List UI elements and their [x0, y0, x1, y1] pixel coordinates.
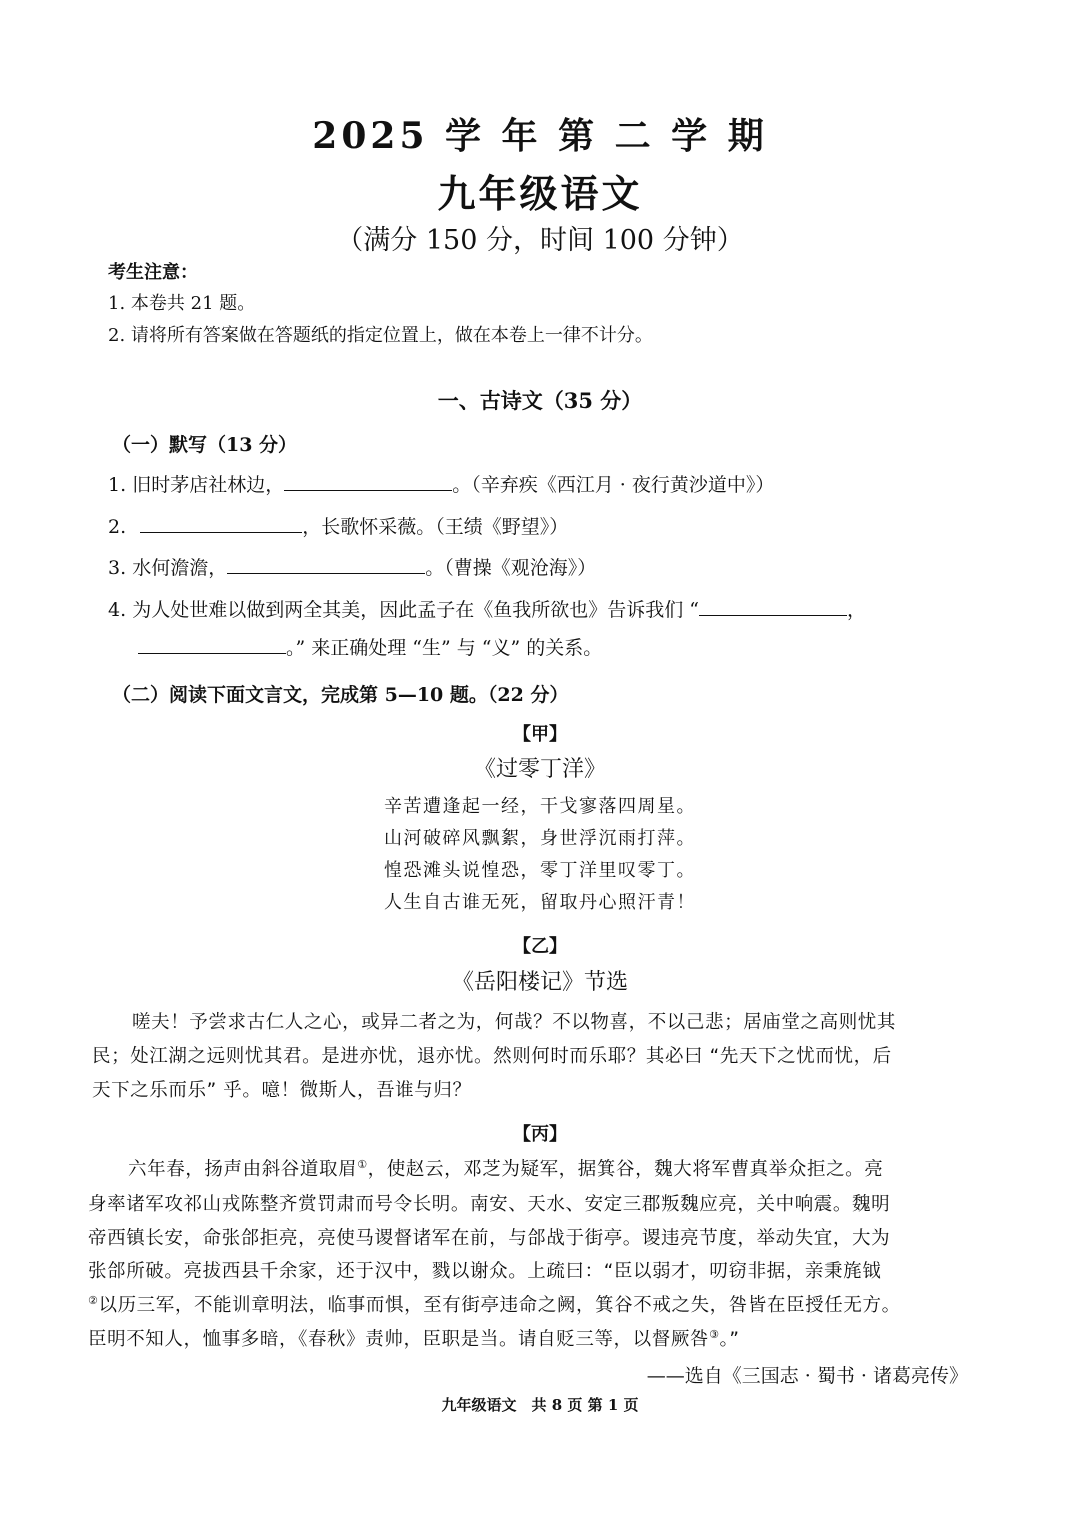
- answer-blank-4a: [699, 599, 847, 616]
- question-4-number: 4.: [108, 599, 127, 621]
- section-1-title: 一、古诗文（35 分）: [437, 388, 643, 413]
- question-3-source: 。（曹操《观沧海》）: [425, 557, 597, 579]
- bing-line-1-part-b: ，使赵云，邓芝为疑军，据箕谷，魏大将军曹真举众拒之。亮: [367, 1159, 884, 1180]
- poem-line-4: 人生自古谁无死，留取丹心照汗青！: [384, 892, 696, 913]
- bing-line-6-part-b: 。”: [719, 1329, 740, 1350]
- exam-score-time: （满分 150 分，时间 100 分钟）: [336, 225, 744, 256]
- passage-yi-title: 《岳阳楼记》节选: [451, 970, 628, 995]
- question-4: [108, 595, 866, 622]
- question-3-number: 3.: [108, 557, 127, 579]
- bing-line-5-text: 以历三军，不能训章明法，临事而惧，至有街亭违命之阙，箕谷不戒之失，咎皆在臣授任无方。: [98, 1295, 901, 1316]
- question-1-source: 。（辛弃疾《西江月 · 夜行黄沙道中》）: [452, 474, 775, 496]
- passage-jia-label: 【甲】: [513, 724, 567, 745]
- yi-line-1: 嗟夫！予尝求古仁人之心，或异二者之为，何哉？不以物喜，不以己悲；居庙堂之高则忧其: [132, 1012, 897, 1033]
- question-4-tail: 。” 来正确处理 “生” 与 “义” 的关系。: [286, 637, 603, 659]
- answer-blank-1: [284, 474, 452, 491]
- bing-line-2: 身率诸军攻祁山戎陈整齐赏罚肃而号令长明。南安、天水、安定三郡叛魏应亮，关中响震。魏明: [88, 1194, 891, 1215]
- answer-blank-4b: [138, 637, 286, 654]
- question-4-comma: ，: [846, 599, 866, 621]
- answer-blank-2: [140, 516, 302, 533]
- poem-line-2: 山河破碎风飘絮，身世浮沉雨打萍。: [384, 828, 696, 849]
- notice-title: 考生注意：: [108, 262, 198, 283]
- bing-line-5: [88, 1291, 901, 1317]
- bing-line-3: 帝西镇长安，命张郃拒亮，亮使马谡督诸军在前，与郃战于街亭。谡违亮节度，举动失宜，大为: [88, 1228, 891, 1249]
- page-footer: 九年级语文 共 8 页 第 1 页: [441, 1396, 639, 1414]
- question-2: [108, 512, 568, 539]
- footnote-marker-2: ②: [88, 1293, 99, 1307]
- question-1-number: 1.: [108, 474, 127, 496]
- exam-subject-title: 九年级语文: [437, 171, 643, 216]
- part-2-title: （二）阅读下面文言文，完成第 5—10 题。（22 分）: [112, 684, 569, 706]
- bing-line-6: [88, 1325, 740, 1351]
- bing-line-1: [128, 1155, 883, 1181]
- question-1-text: 旧时茅店社林边，: [132, 474, 285, 496]
- footnote-marker-1: ①: [357, 1157, 368, 1171]
- passage-bing-label: 【丙】: [513, 1124, 567, 1145]
- yi-line-3: 天下之乐而乐” 乎。噫！微斯人，吾谁与归？: [92, 1080, 472, 1101]
- question-2-text: ，长歌怀采薇。（王绩《野望》）: [302, 516, 569, 538]
- question-2-number: 2.: [108, 516, 127, 538]
- yi-line-2: 民；处江湖之远则忧其君。是进亦忧，退亦忧。然则何时而乐耶？其必曰 “先天下之忧而忧，后: [92, 1046, 892, 1067]
- notice-item-1: 1. 本卷共 21 题。: [108, 293, 256, 314]
- passage-jia-title: 《过零丁洋》: [473, 757, 606, 782]
- bing-line-1-part-a: 六年春，扬声由斜谷道取眉: [128, 1159, 358, 1180]
- poem-line-3: 惶恐滩头说惶恐，零丁洋里叹零丁。: [384, 860, 696, 881]
- passage-yi-label: 【乙】: [513, 936, 567, 957]
- poem-line-1: 辛苦遭逢起一经，干戈寥落四周星。: [384, 796, 696, 817]
- bing-line-4: 张郃所破。亮拔西县千余家，还于汉中，戮以谢众。上疏曰：“臣以弱才，叨窃非据，亲秉旄钺: [88, 1261, 882, 1282]
- bing-source: ——选自《三国志 · 蜀书 · 诸葛亮传》: [646, 1365, 968, 1387]
- part-1-title: （一）默写（13 分）: [112, 434, 298, 456]
- exam-term-title: 2025 学 年 第 二 学 期: [312, 115, 768, 157]
- question-1: [108, 470, 774, 497]
- footnote-marker-3: ③: [709, 1327, 720, 1341]
- question-3-text: 水何澹澹，: [132, 557, 228, 579]
- notice-item-2: 2. 请将所有答案做在答题纸的指定位置上，做在本卷上一律不计分。: [108, 325, 653, 346]
- question-3: [108, 553, 596, 580]
- bing-line-6-part-a: 臣明不知人，恤事多暗，《春秋》责帅，臣职是当。请自贬三等，以督厥咎: [88, 1329, 710, 1350]
- answer-blank-3: [227, 557, 425, 574]
- question-4-text: 为人处世难以做到两全其美，因此孟子在《鱼我所欲也》告诉我们 “: [132, 599, 699, 621]
- question-4-continued: [138, 633, 602, 660]
